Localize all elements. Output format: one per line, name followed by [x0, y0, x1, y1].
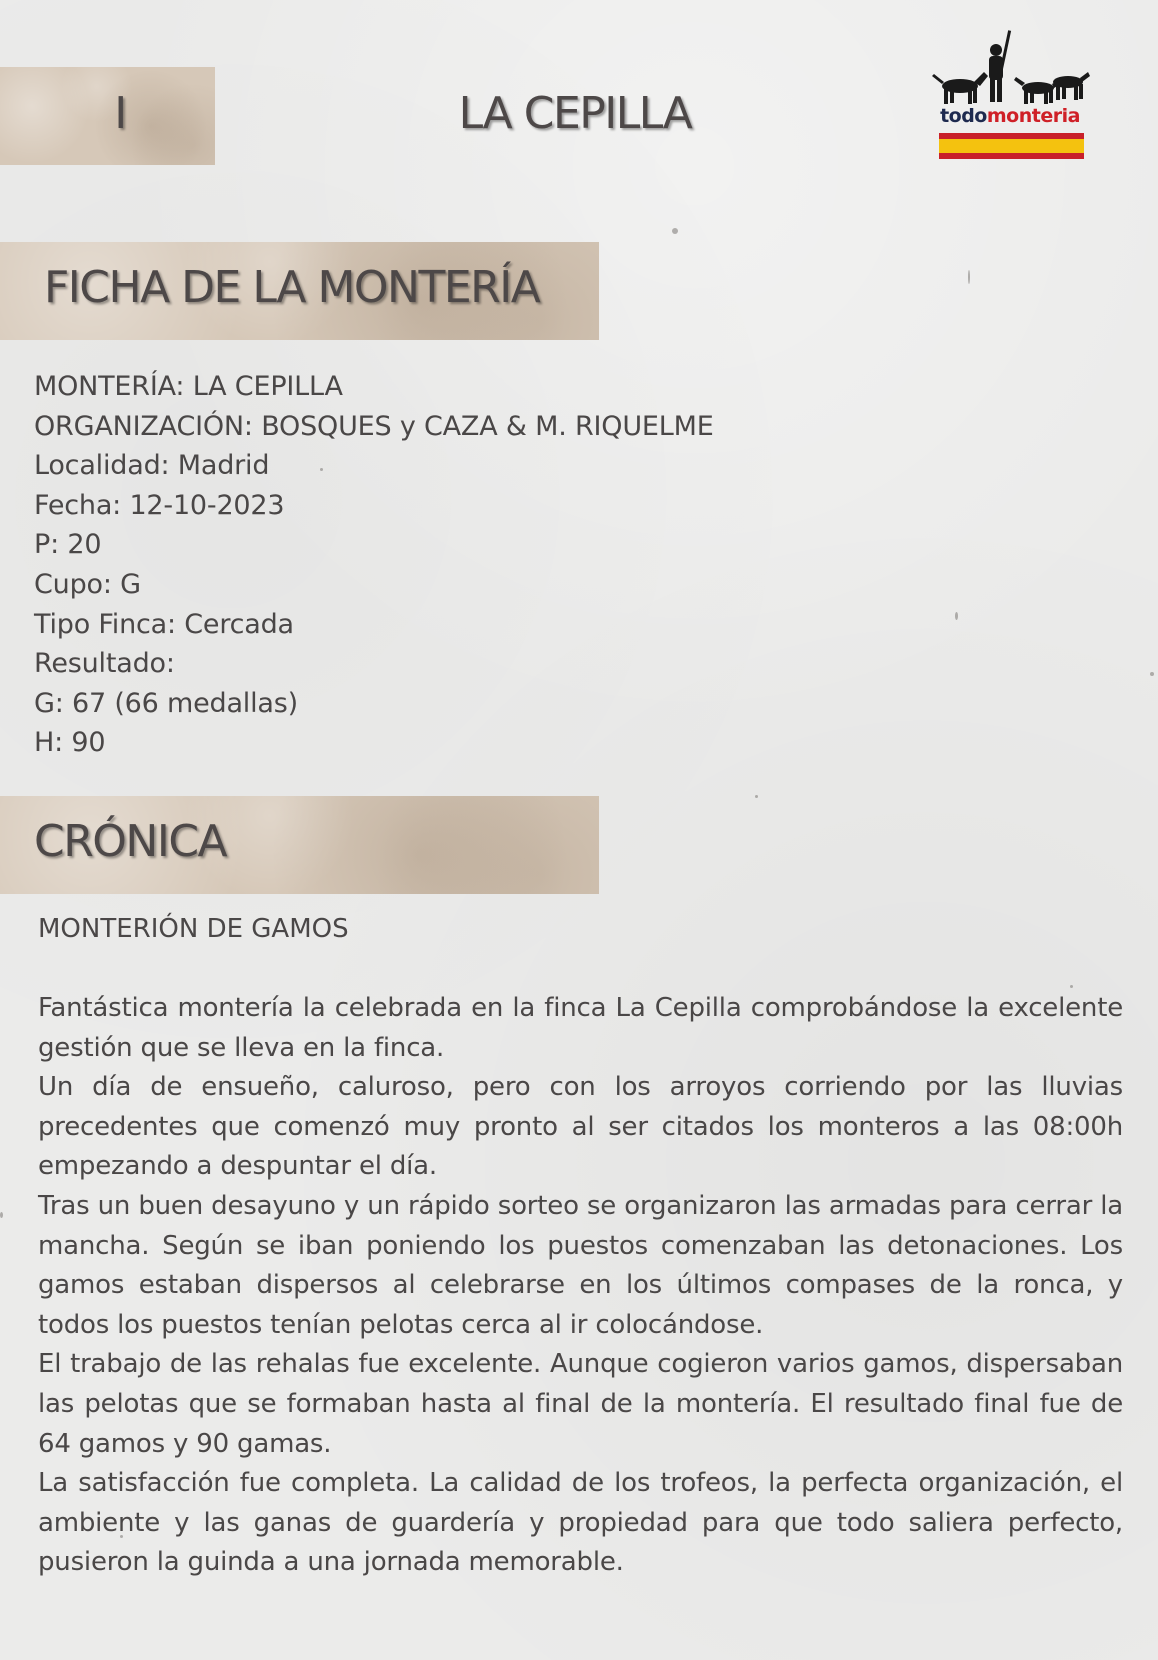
paper-speck	[0, 1212, 3, 1218]
paper-speck	[955, 612, 958, 620]
ficha-line-hembras: H: 90	[34, 727, 106, 759]
ficha-line-cupo: Cupo: G	[34, 568, 141, 600]
ficha-line-fecha: Fecha: 12-10-2023	[34, 489, 285, 521]
cronica-heading: CRÓNICA	[34, 816, 227, 867]
ficha-line-monteria: MONTERÍA: LA CEPILLA	[34, 371, 343, 402]
cronica-body	[38, 989, 1123, 1583]
ficha-line-gamos: G: 67 (66 medallas)	[34, 687, 298, 719]
cronica-subtitle: MONTERIÓN DE GAMOS	[38, 914, 349, 944]
cronica-paragraph: Tras un buen desayuno y un rápido sorteo se organizaron las armadas para cerrar la mancha. Según se iban poniendo los puestos comenzaban las detonaciones. Los gamos estaban dispersos al celebrarse en los últimos compases de la ronca, y todos los puestos tenían pelotas cerca al ir colocándose.	[38, 1190, 1123, 1340]
cronica-paragraph: Un día de ensueño, caluroso, pero con los arroyos corriendo por las lluvias precedentes que comenzó muy pronto al ser citados los monteros a las 08:00h empezando a despuntar el día.	[38, 1072, 1123, 1182]
paper-speck	[1150, 672, 1154, 676]
ficha-line-puestos: P: 20	[34, 529, 102, 561]
ficha-line-organizacion: ORGANIZACIÓN: BOSQUES y CAZA & M. RIQUELME	[34, 410, 714, 442]
hunter-with-dogs-icon	[930, 30, 1090, 108]
todomonteria-logo	[930, 30, 1090, 165]
page-title: LA CEPILLA	[458, 88, 692, 139]
paper-speck	[672, 228, 678, 234]
paper-speck	[755, 795, 758, 798]
cronica-paragraph: Fantástica montería la celebrada en la finca La Cepilla comprobándose la excelente gestión que se lleva en la finca.	[38, 993, 1123, 1063]
ficha-line-tipo-finca: Tipo Finca: Cercada	[34, 608, 294, 640]
ficha-line-localidad: Localidad: Madrid	[34, 450, 270, 482]
paper-speck	[968, 270, 970, 284]
ficha-heading: FICHA DE LA MONTERÍA	[44, 262, 540, 313]
ficha-line-resultado: Resultado:	[34, 648, 175, 680]
cronica-paragraph: El trabajo de las rehalas fue excelente. Aunque cogieron varios gamos, dispersaban las pelotas que se formaban hasta al final de la montería. El resultado final fue de 64 gamos y 90 gamas.	[38, 1349, 1123, 1459]
ficha-details	[34, 367, 934, 763]
cronica-paragraph: La satisfacción fue completa. La calidad de los trofeos, la perfecta organización, el ambiente y las ganas de guardería y propiedad para que todo saliera perfecto, pusieron la guinda a una jornada memorable.	[38, 1468, 1123, 1578]
paper-speck	[1070, 985, 1073, 988]
page-number: I	[114, 88, 126, 139]
spain-flag-icon	[939, 133, 1084, 159]
logo-wordmark: todomonteria	[940, 105, 1080, 127]
